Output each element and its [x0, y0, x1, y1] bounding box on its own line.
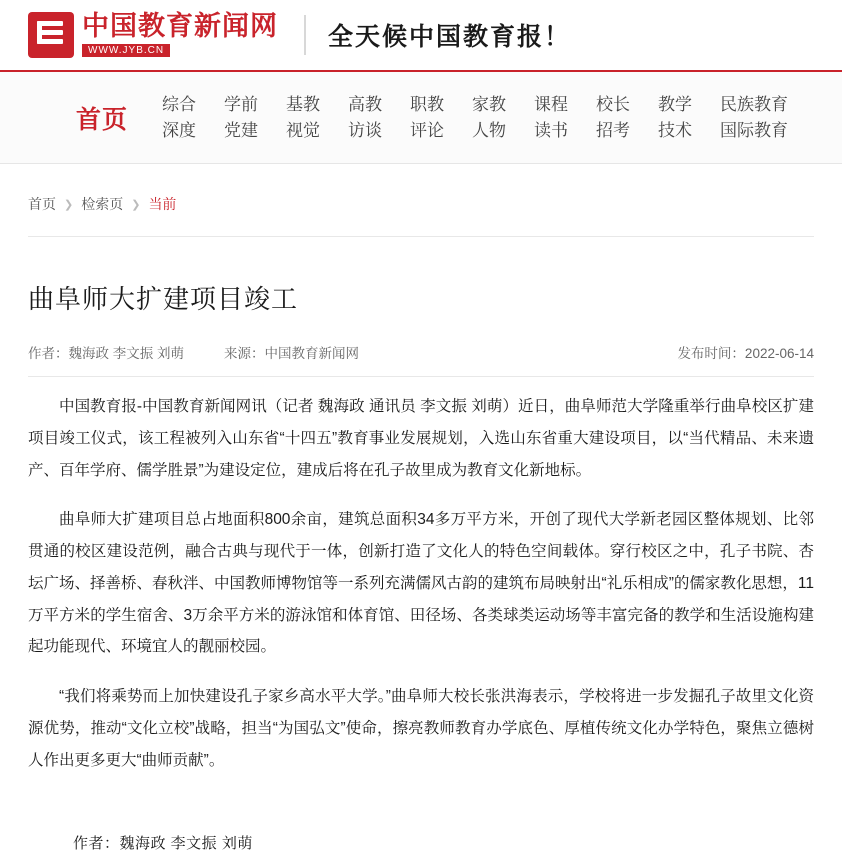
nav-item-4[interactable]: [410, 92, 444, 143]
site-logo[interactable]: [28, 12, 278, 58]
header-divider: [304, 15, 306, 55]
logo-icon: [28, 12, 74, 58]
article-source: 来源：中国教育新闻网: [224, 346, 360, 361]
nav-item-6-line1: 课程: [534, 95, 569, 114]
page-title: 曲阜师大扩建项目竣工: [28, 284, 299, 314]
nav-item-3-line1: 高教: [348, 95, 383, 114]
nav-item-8[interactable]: [658, 92, 692, 143]
nav-item-home[interactable]: 首页: [76, 105, 129, 134]
article-signature: 作者：魏海政 李文振 刘萌: [73, 835, 253, 853]
nav-item-1-line2: 党建: [224, 120, 259, 140]
nav-item-1[interactable]: [224, 92, 258, 143]
nav-item-9-line2: 国际教育: [720, 120, 789, 140]
nav-item-7[interactable]: [596, 92, 630, 143]
nav-item-9[interactable]: [720, 92, 788, 143]
nav-item-3[interactable]: [348, 92, 382, 143]
nav-item-5-line1: 家教: [472, 95, 507, 114]
nav-item-8-line1: 教学: [658, 95, 693, 114]
breadcrumb-divider: [28, 236, 814, 237]
nav-item-5-line2: 人物: [472, 120, 507, 140]
article-paragraph-1: 曲阜师大扩建项目总占地面积800余亩，建筑总面积34多万平方米，开创了现代大学新老园区整体规划、比邻贯通的校区建设范例，融合古典与现代于一体，创新打造了文化人的特色空间载体。穿行校区之中，孔子书院、杏坛广场、择善桥、春秋泮、中国教师博物馆等一系列充满儒风古韵的建筑布局映射出“礼乐相成”的儒家教化思想，11万平方米的学生宿舍、3万余平方米的游泳馆和体育馆、田径场、各类球类运动场等丰富完备的教学和生活设施构建起功能现代、环境宜人的靓丽校园。: [28, 511, 814, 656]
nav-item-8-line2: 技术: [658, 120, 693, 140]
nav-item-5[interactable]: [472, 92, 506, 143]
site-header: [0, 0, 842, 72]
article-paragraph-0: 中国教育报-中国教育新闻网讯（记者 魏海政 通讯员 李文振 刘萌）近日，曲阜师范大学隆重举行曲阜校区扩建项目竣工仪式，该工程被列入山东省“十四五”教育事业发展规划，入选山东省重大建设项目，以“当代精品、未来遗产、百年学府、儒学胜景”为建设定位，建成后将在孔子故里成为教育文化新地标。: [28, 398, 814, 479]
nav-item-3-line2: 访谈: [348, 120, 383, 140]
nav-item-2[interactable]: [286, 92, 320, 143]
nav-item-7-line1: 校长: [596, 95, 631, 114]
breadcrumb: [28, 164, 814, 236]
breadcrumb-separator-icon: ❯: [131, 198, 141, 211]
nav-item-6-line2: 读书: [534, 120, 569, 140]
article-meta-left: [28, 342, 359, 362]
site-slogan: 全天候中国教育报！: [328, 22, 572, 51]
nav-item-6[interactable]: [534, 92, 568, 143]
nav-item-9-line1: 民族教育: [720, 95, 789, 114]
nav-item-2-line2: 视觉: [286, 120, 321, 140]
nav-item-list: [162, 92, 788, 143]
logo-title: 中国教育新闻网: [82, 10, 278, 42]
logo-url: WWW.JYB.CN: [82, 44, 170, 57]
nav-item-7-line2: 招考: [596, 120, 631, 140]
nav-item-0[interactable]: [162, 92, 196, 143]
nav-item-1-line1: 学前: [224, 95, 259, 114]
nav-item-4-line1: 职教: [410, 95, 445, 114]
logo-text-block: [82, 10, 278, 57]
content-area: [0, 164, 842, 853]
article-paragraph-2: “我们将乘势而上加快建设孔子家乡高水平大学。”曲阜师大校长张洪海表示，学校将进一步发掘孔子故里文化资源优势，推动“文化立校”战略，担当“为国弘文”使命，擦亮教师教育办学底色、厚植传统文化办学特色，聚焦立德树人作出更多更大“曲师贡献”。: [28, 688, 814, 769]
nav-item-2-line1: 基教: [286, 95, 321, 114]
article-body: [28, 377, 814, 853]
nav-item-0-line1: 综合: [162, 95, 197, 114]
nav-item-4-line2: 评论: [410, 120, 445, 140]
main-nav: [0, 72, 842, 164]
breadcrumb-item-2: 当前: [148, 196, 177, 212]
breadcrumb-separator-icon: ❯: [64, 198, 74, 211]
article-meta: [28, 316, 814, 376]
article-publish-time: 发布时间：2022-06-14: [677, 346, 814, 361]
article-author: 作者：魏海政 李文振 刘萌: [28, 346, 185, 361]
breadcrumb-item-1[interactable]: 检索页: [81, 196, 124, 212]
nav-item-0-line2: 深度: [162, 120, 197, 140]
breadcrumb-item-0[interactable]: 首页: [28, 196, 56, 212]
